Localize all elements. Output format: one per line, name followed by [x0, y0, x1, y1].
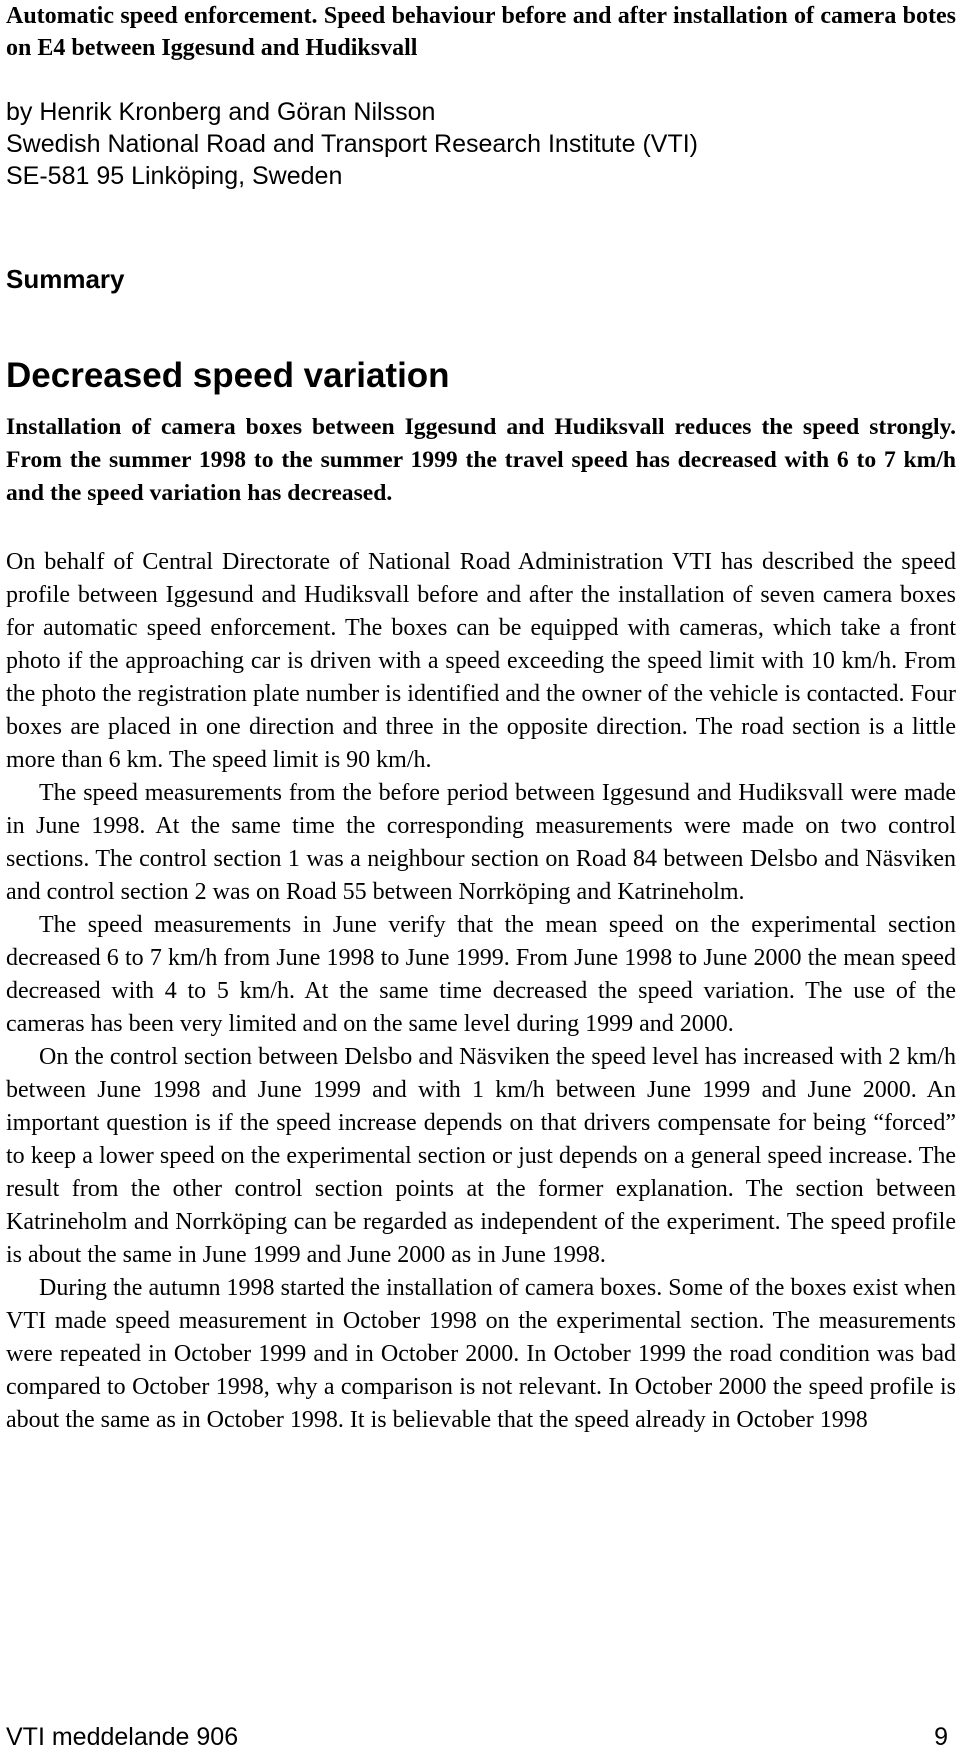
body-paragraph: On behalf of Central Directorate of National Road Administration VTI has described the speed profile between Iggesund and Hudiksvall before and after the installation of seven camera boxes for automatic speed enforcement. The boxes can be equipped with cameras, which take a front photo if the approaching car is driven with a speed exceeding the speed limit with 10 km/h. From the photo the registration plate number is identified and the owner of the vehicle is contacted. Four boxes are placed in one direction and three in the opposite direction. The road section is a little more than 6 km. The speed limit is 90 km/h. [6, 549, 956, 773]
institute-name: Swedish National Road and Transport Research Institute (VTI) [6, 130, 699, 158]
body-paragraph: The speed measurements from the before period between Iggesund and Hudiksvall were made in June 1998. At the same time the corresponding measurements were made on two control sections. The control section 1 was a neighbour section on Road 84 between Delsbo and Näsviken and control section 2 was on Road 55 between Norrköping and Katrineholm. [6, 780, 956, 905]
body-text [6, 546, 956, 1437]
body-paragraph: On the control section between Delsbo and Näsviken the speed level has increased with 2 km/h between June 1998 and June 1999 and with 1 km/h between June 1999 and June 2000. An important question is if the speed increase depends on that drivers compensate for being “forced” to keep a lower speed on the experimental section or just depends on a general speed increase. The result from the other control section points at the former explanation. The section between Katrineholm and Norrköping can be regarded as independent of the experiment. The speed profile is about the same in June 1999 and June 2000 as in June 1998. [6, 1044, 956, 1268]
body-paragraph: During the autumn 1998 started the installation of camera boxes. Some of the boxes exist when VTI made speed measurement in October 1998 on the experimental section. The measurements were repeated in October 1999 and in October 2000. In October 1999 the road condition was bad compared to October 1998, why a comparison is not relevant. In October 2000 the speed profile is about the same as in October 1998. It is believable that the speed already in October 1998 [6, 1275, 956, 1433]
body-paragraph: The speed measurements in June verify that the mean speed on the experimental section decreased 6 to 7 km/h from June 1998 to June 1999. From June 1998 to June 2000 the mean speed decreased with 4 to 5 km/h. At the same time decreased the speed variation. The use of the cameras has been very limited and on the same level during 1999 and 2000. [6, 912, 956, 1037]
lead-paragraph: Installation of camera boxes between Iggesund and Hudiksvall reduces the speed strongly. From the summer 1998 to the summer 1999 the travel speed has decreased with 6 to 7 km/h and the speed variation has decreased. [6, 414, 956, 506]
publication-name: VTI meddelande 906 [6, 1723, 239, 1751]
summary-label: Summary [6, 264, 125, 294]
page-footer [6, 1722, 956, 1752]
author-block [6, 96, 956, 192]
section-heading: Decreased speed variation [6, 356, 450, 395]
document-title: Automatic speed enforcement. Speed behaviour before and after installation of camera botes on E4 between Iggesund and Hudiksvall [6, 3, 956, 61]
institute-address: SE-581 95 Linköping, Sweden [6, 162, 343, 190]
author-names: by Henrik Kronberg and Göran Nilsson [6, 98, 436, 126]
page-number: 9 [934, 1723, 948, 1751]
